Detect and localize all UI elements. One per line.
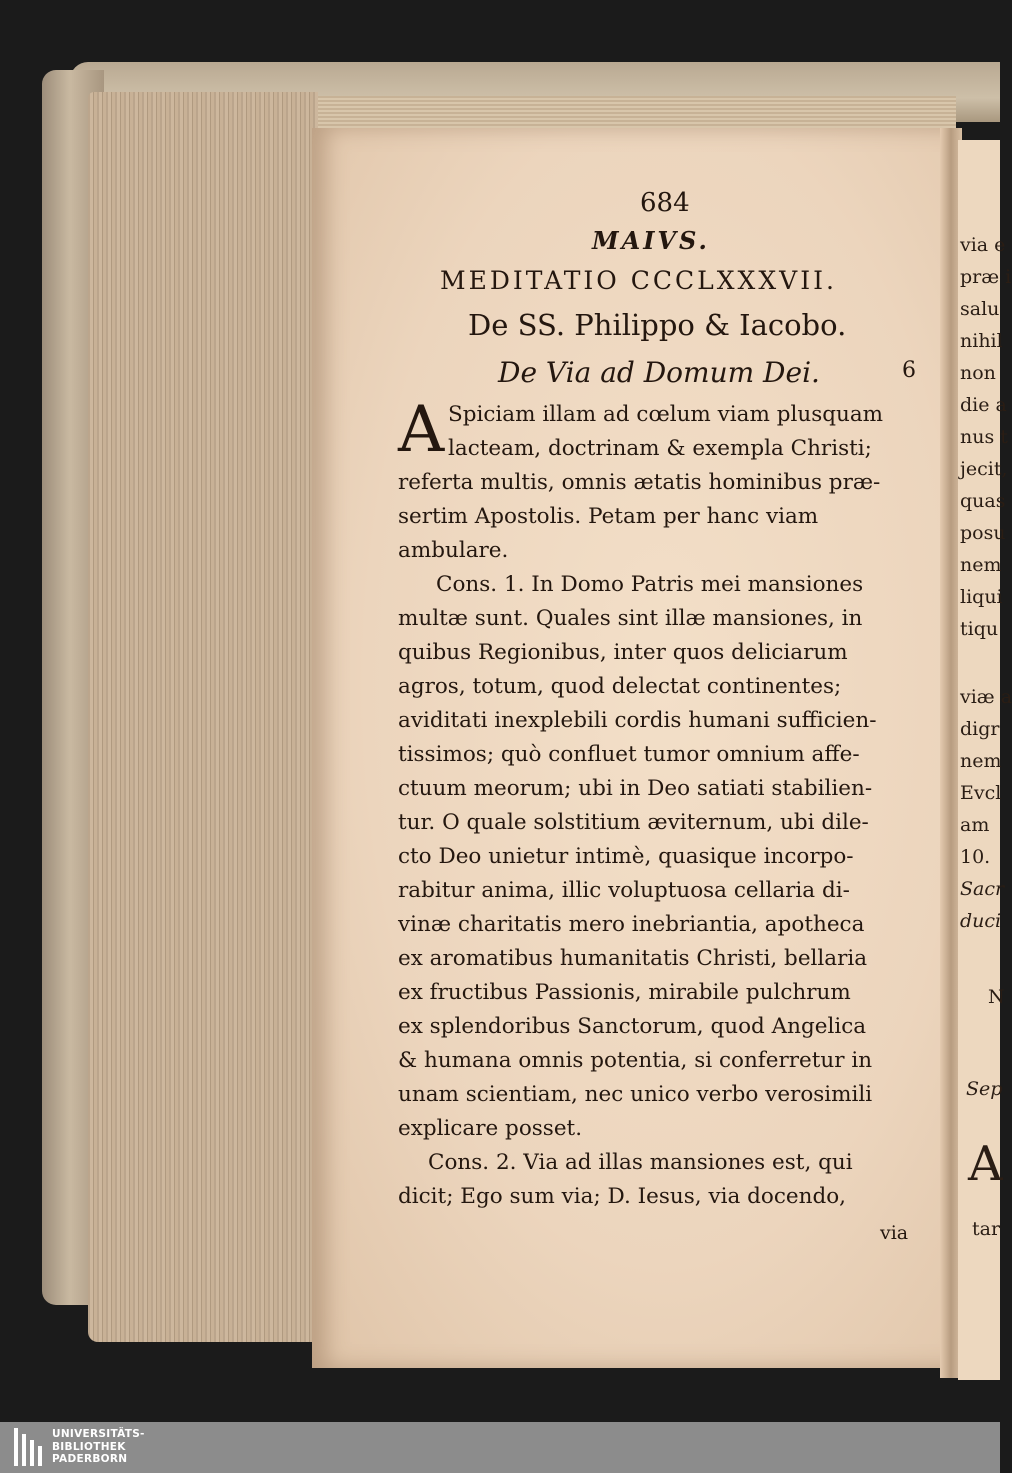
text-line: ex fructibus Passionis, mirabile pulchrum	[398, 980, 851, 1005]
facing-page-fragment: salu	[960, 298, 1000, 320]
text-line: aviditati inexplebili cordis humani sufficien-	[398, 708, 877, 733]
facing-page-fragment: Evcl	[960, 782, 1002, 804]
facing-page-fragment: viæ a	[960, 686, 1012, 708]
facing-page-fragment: die a	[960, 394, 1007, 416]
catch-word: via	[880, 1222, 909, 1244]
facing-page-fragment: tiqu	[960, 618, 999, 640]
facing-page-fragment: A	[968, 1136, 1003, 1192]
text-line: rabitur anima, illic voluptuosa cellaria di-	[398, 878, 850, 903]
text-line: lacteam, doctrinam & exempla Christi;	[448, 436, 872, 461]
facing-page-fragment: digr	[960, 718, 1000, 740]
logo-line: BIBLIOTHEK	[52, 1440, 126, 1453]
text-line: ctuum meorum; ubi in Deo satiati stabilien-	[398, 776, 873, 801]
text-line: Cons. 1. In Domo Patris mei mansiones	[436, 572, 864, 597]
text-line: tur. O quale solstitium æviternum, ubi dile-	[398, 810, 869, 835]
facing-page-fragment: Sep	[966, 1078, 1003, 1100]
facing-page-fragment: præ i	[960, 266, 1012, 288]
month-header: MAIVS.	[592, 226, 710, 255]
text-line: quibus Regionibus, inter quos deliciarum	[398, 640, 848, 665]
text-line: vinæ charitatis mero inebriantia, apotheca	[398, 912, 865, 937]
text-line: multæ sunt. Quales sint illæ mansiones, in	[398, 606, 863, 631]
facing-page-fragment: liqui	[960, 586, 1003, 608]
facing-page-fragment: nus t	[960, 426, 1008, 448]
page-edges-side	[88, 92, 318, 1342]
text-line: & humana omnis potentia, si conferretur in	[398, 1048, 873, 1073]
library-logo-icon	[12, 1426, 44, 1468]
text-line: Cons. 2. Via ad illas mansiones est, qui	[428, 1150, 853, 1175]
text-line: ex splendoribus Sanctorum, quod Angelica	[398, 1014, 867, 1039]
text-line: explicare posset.	[398, 1116, 583, 1141]
facing-page-fragment: nihil	[960, 330, 1003, 352]
text-line: cto Deo unietur intimè, quasique incorpo-	[398, 844, 854, 869]
facing-page-fragment: 10.	[960, 846, 991, 868]
facing-page-fragment: tar	[972, 1218, 1001, 1240]
facing-page-fragment: quas	[960, 490, 1006, 512]
facing-page-fragment: am	[960, 814, 990, 836]
facing-page-fragment: posu	[960, 522, 1006, 544]
margin-mark: 6	[902, 358, 916, 383]
facing-page-fragment: via e	[960, 234, 1006, 256]
feast-title: De SS. Philippo & Iacobo.	[468, 308, 847, 342]
library-logo-text	[52, 1428, 145, 1466]
facing-page-fragment: Sacr	[960, 878, 1005, 900]
page-number: 684	[640, 188, 690, 218]
text-line: ambulare.	[398, 538, 509, 563]
meditation-title: MEDITATIO CCCLXXXVII.	[440, 266, 837, 295]
facing-page-fragment: N	[988, 986, 1005, 1008]
footer-bar	[0, 1422, 1000, 1473]
facing-page-fragment: jecit,	[960, 458, 1008, 480]
text-line: Spiciam illam ad cœlum viam plusquam	[448, 402, 884, 427]
logo-line: PADERBORN	[52, 1453, 128, 1465]
text-line: referta multis, omnis ætatis hominibus præ-	[398, 470, 881, 495]
text-line: dicit; Ego sum via; D. Iesus, via docendo,	[398, 1184, 847, 1209]
text-line: sertim Apostolis. Petam per hanc viam	[398, 504, 819, 529]
facing-page-fragment: nem	[960, 554, 1002, 576]
facing-page-fragment: nem	[960, 750, 1002, 772]
text-line: ex aromatibus humanitatis Christi, bellaria	[398, 946, 868, 971]
topic-title: De Via ad Domum Dei.	[498, 356, 820, 389]
text-line: tissimos; quò confluet tumor omnium affe-	[398, 742, 860, 767]
drop-cap: A	[398, 393, 445, 467]
facing-page-edge	[958, 140, 1012, 1380]
text-line: agros, totum, quod delectat continentes;	[398, 674, 842, 699]
logo-line: UNIVERSITÄTS-	[52, 1428, 145, 1440]
facing-page-fragment: non	[960, 362, 996, 384]
facing-page-fragment: duci	[960, 910, 1002, 932]
text-line: unam scientiam, nec unico verbo verosimili	[398, 1082, 873, 1107]
